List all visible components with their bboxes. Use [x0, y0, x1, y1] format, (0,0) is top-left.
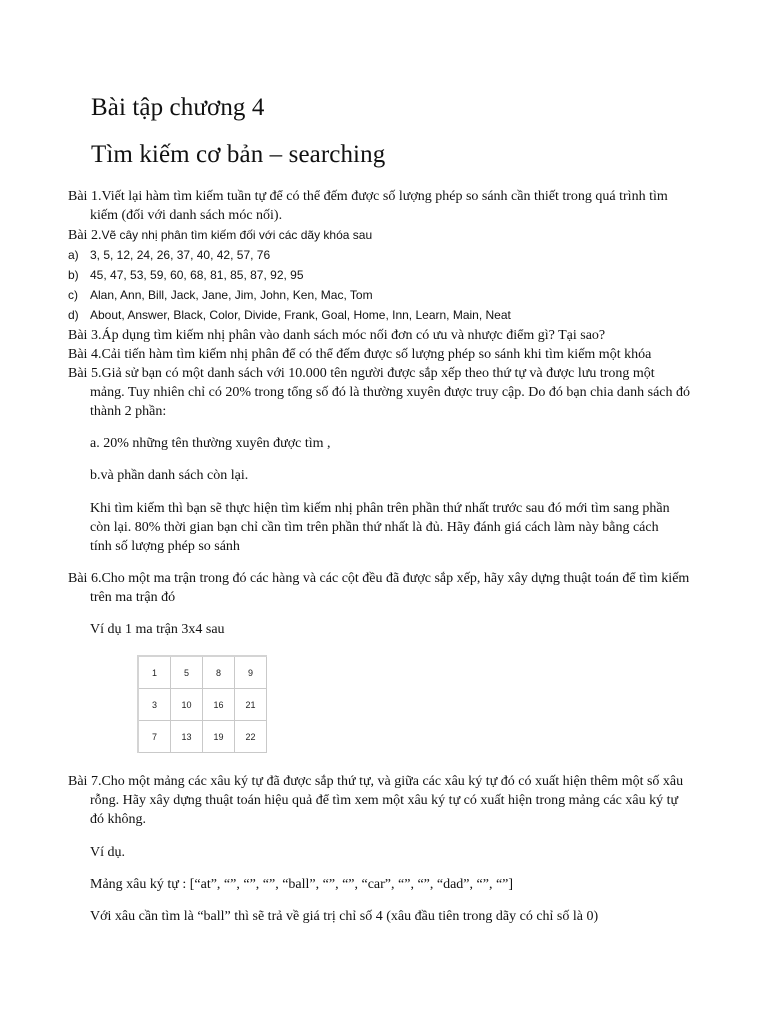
- exercise-number: Bài 5.: [68, 366, 102, 381]
- exercise-1: [68, 187, 688, 225]
- list-item: [68, 305, 688, 325]
- matrix-cell: 16: [203, 689, 235, 721]
- exercise-text: Cho một mảng các xâu ký tự đã được sắp thứ tự, và giữa các xâu ký tự đó có xuất hiện thêm một số xâu rỗng. Hãy xây dựng thuật toán hiệu quả để tìm xem một xâu ký tự có xuất hiện trong mảng các xâu ký tự đó không.: [90, 774, 684, 827]
- matrix-row: [138, 721, 267, 753]
- exercise-5: [68, 364, 688, 421]
- exercise-2: [68, 226, 688, 325]
- list-item: [68, 265, 688, 285]
- exercise-text: Áp dụng tìm kiếm nhị phân vào danh sách móc nối đơn có ưu và nhược điểm gì? Tại sao?: [101, 328, 606, 343]
- exercise-text: Cho một ma trận trong đó các hàng và các cột đều đã được sắp xếp, hãy xây dựng thuật toán để tìm kiếm trên ma trận đó: [90, 571, 690, 605]
- list-item-text: 3, 5, 12, 24, 26, 37, 40, 42, 57, 76: [90, 248, 271, 262]
- matrix-cell: 7: [138, 721, 171, 753]
- exercise-5-note: Khi tìm kiếm thì bạn sẽ thực hiện tìm kiếm nhị phân trên phần thứ nhất trước sau đó mới tìm sang phần còn lại. 80% thời gian bạn chỉ cần tìm trên phần thứ nhất là đủ. Hãy đánh giá cách làm này bằng cách tính số lượng phép so sánh: [90, 501, 670, 554]
- exercise-number: Bài 3.: [68, 328, 102, 343]
- matrix-cell: 8: [203, 656, 235, 689]
- exercise-text: Vẽ cây nhị phân tìm kiếm đối với các dãy khóa sau: [101, 228, 373, 242]
- exercise-text: Viết lại hàm tìm kiếm tuần tự để có thể đếm được số lượng phép so sánh cần thiết trong quá trình tìm kiếm (đối với danh sách móc nối).: [90, 189, 668, 223]
- list-item-text: About, Answer, Black, Color, Divide, Frank, Goal, Home, Inn, Learn, Main, Neat: [90, 308, 511, 322]
- exercise-3: [68, 326, 688, 345]
- exercise-number: Bài 6.: [68, 571, 102, 586]
- exercise-5-part-a: a. 20% những tên thường xuyên được tìm ,: [90, 436, 331, 451]
- list-marker: d): [68, 308, 79, 322]
- exercise-7-result-line: Với xâu cần tìm là “ball” thì sẽ trả về giá trị chỉ số 4 (xâu đầu tiên trong dãy có chỉ số là 0): [90, 909, 599, 924]
- matrix-cell: 5: [171, 656, 203, 689]
- exercise-4: [68, 345, 688, 364]
- list-item-text: 45, 47, 53, 59, 60, 68, 81, 85, 87, 92, 95: [90, 268, 304, 282]
- exercise-7-example: Ví dụ.: [90, 845, 125, 860]
- matrix-cell: 22: [235, 721, 267, 753]
- exercise-6: [68, 569, 688, 607]
- matrix-cell: 1: [138, 656, 171, 689]
- list-item: [68, 285, 688, 305]
- matrix-cell: 10: [171, 689, 203, 721]
- list-item: [68, 245, 688, 265]
- list-marker: c): [68, 288, 78, 302]
- exercise-number: Bài 1.: [68, 189, 102, 204]
- chapter-title: Bài tập chương 4: [91, 94, 265, 121]
- matrix-row: [138, 689, 267, 721]
- matrix-cell: 3: [138, 689, 171, 721]
- exercise-6-example: Ví dụ 1 ma trận 3x4 sau: [90, 622, 225, 637]
- exercise-5-part-b: b.và phần danh sách còn lại.: [90, 468, 249, 483]
- list-item-text: Alan, Ann, Bill, Jack, Jane, Jim, John, Ken, Mac, Tom: [90, 288, 373, 302]
- key-list: [68, 245, 688, 325]
- list-marker: b): [68, 268, 79, 282]
- exercise-number: Bài 7.: [68, 774, 102, 789]
- exercise-number: Bài 2.: [68, 228, 102, 243]
- matrix-cell: 21: [235, 689, 267, 721]
- exercise-7-array-line: Mảng xâu ký tự : [“at”, “”, “”, “”, “ball”, “”, “”, “car”, “”, “”, “dad”, “”, “”]: [90, 877, 514, 892]
- exercise-text: Giả sử bạn có một danh sách với 10.000 tên người được sắp xếp theo thứ tự và được lưu trong một mảng. Tuy nhiên chỉ có 20% trong tổng số đó là thường xuyên được truy cập. Do đó bạn chia danh sách đó thành 2 phần:: [90, 366, 690, 419]
- exercise-7: [68, 772, 688, 829]
- matrix-cell: 9: [235, 656, 267, 689]
- chapter-subtitle: Tìm kiếm cơ bản – searching: [91, 141, 386, 168]
- exercise-text: Cải tiến hàm tìm kiếm nhị phân để có thể đếm được số lượng phép so sánh khi tìm kiếm một khóa: [101, 347, 652, 362]
- matrix-row: [138, 656, 267, 689]
- matrix-cell: 13: [171, 721, 203, 753]
- matrix-cell: 19: [203, 721, 235, 753]
- list-marker: a): [68, 248, 79, 262]
- sorted-matrix: [137, 655, 267, 753]
- exercise-number: Bài 4.: [68, 347, 102, 362]
